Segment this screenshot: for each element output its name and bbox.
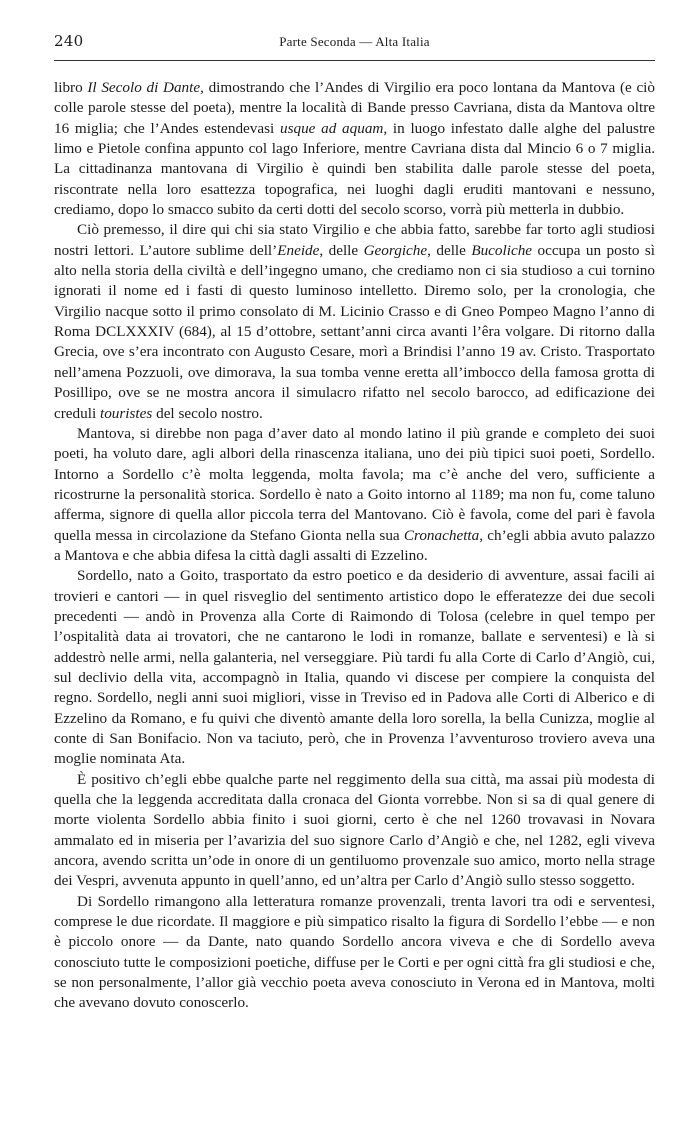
text-run: Ciò premesso, il dire qui chi sia stato Virgilio e che abbia fatto, sarebbe far torto agli studiosi nostri lettori. L’autore sublime dell’ [54,221,655,259]
text-run: del secolo nostro. [152,404,263,422]
text-run: , delle [427,241,472,259]
paragraph [54,220,655,423]
text-run: Sordello, nato a Goito, trasportato da estro poetico e da desiderio di avventure, assai facili ai trovieri e cantori — in quel risveglio del sentimento artistico dopo le efferatezze dei due secoli precedenti — andò in Provenza alla Corte di Raimondo di Tolosa (celebre in quel tempo per l’ospitalità data ai trovatori, che ne cantarono le lodi in romanze, ballate e serventesi) e là si addestrò nelle armi, nella galanteria, nel verseggiare. Più tardi fu alla Corte di Carlo d’Angiò, cui, sul declivio della vita, accompagnò in Italia, quando vi discese per compiere la conquista del regno. Sordello, negli anni suoi migliori, visse in Treviso ed in Padova alle Corti di Alberico e di Ezzelino da Romano, e fu quivi che diventò amante della loro sorella, la bella Cunizza, moglie al conte di San Bonifacio. Non va taciuto, però, che in Provenza l’avventuroso troviero aveva una moglie nominata Ata. [54,567,655,768]
text-run: , delle [319,241,364,259]
text-run: , ch’egli abbia avuto palazzo a Mantova e che abbia difesa la città dagli assalti di Ezzelino. [54,526,655,564]
italic-title: Eneide [277,241,320,259]
paragraph [54,566,655,769]
page-number: 240 [54,32,84,50]
body-text [54,78,655,1014]
italic-title: usque ad aquam [279,119,384,137]
text-run: , in luogo infestato dalle alghe del palustre limo e Pietole confina appunto col lago Inferiore, mentre Cavriana dista dal Mincio 6 o 7 miglia. La cittadinanza mantovana di Virgilio è quindi ben stabilita dalle parole stesse del poeta, riscontrate nella loro esattezza topografica, nei luoghi dagli eruditi mantovani e nessuno, crediamo, dopo lo smacco subito da certi dotti del secolo scorso, vorrà più metterla in dubbio. [54,119,655,219]
italic-title: Bucoliche [471,241,533,259]
text-run: occupa un posto sì alto nella storia della civiltà e dell’ingegno umano, che crediamo non ci sia studioso a cui tornino ignorati il nome ed i fasti di questo luminoso intelletto. Diremo solo, per la cronologia, che Virgilio nacque sotto il primo consolato di M. Licinio Crasso e di Gneo Pompeo Magno l’anno di Roma DCLXXXIV (684), al 15 d’ottobre, settant’anni circa avanti l’êra volgare. Di ritorno dalla Grecia, ove s’era incontrato con Augusto Cesare, morì a Brindisi l’anno 19 av. Cristo. Trasportato nell’amena Pozzuoli, ove dimorava, la sua tomba venne eretta all’imbocco della famosa grotta di Posillipo, ove se ne mostra ancora il simulacro rifatto nel secolo barocco, ad edificazione dei creduli [54,241,656,422]
header-rule [54,60,655,61]
paragraph [54,78,655,220]
text-run: Di Sordello rimangono alla letteratura romanze provenzali, trenta lavori tra odi e serventesi, comprese le due ricordate. Il maggiore e più simpatico risalto la figura di Sordello l’ebbe — e non è piccolo onore — da Dante, nato quando Sordello ancora viveva e che di Sordello aveva conosciuto tutte le composizioni poetiche, diffuse per le Corti e per ogni città fra gli studiosi e che, se non personalmente, l’allor già vecchio poeta aveva conosciuto in Verona ed in Mantova, molti che avevano dovuto conoscerlo. [54,892,655,1012]
running-head: Parte Seconda — Alta Italia [279,34,430,49]
italic-title: Cronachetta [403,526,480,544]
text-run: libro [54,79,88,96]
paragraph [54,892,655,1014]
text-run: Mantova, si direbbe non paga d’aver dato al mondo latino il più grande e completo dei suoi poeti, ha voluto dare, agli albori della rinascenza italiana, uno dei più tipici suoi poeti, Sordello. Intorno a Sordello c’è molta leggenda, molta favola; ma c’è anche del vero, sufficiente a ricostrurne la personalità storica. Sordello è nato a Goito intorno al 1189; ma non fu, come taluno afferma, signore di quella allor piccola terra del Mantovano. Ciò è favola, come del pari è favola quella messa in circolazione da Stefano Gionta nella sua [54,424,655,544]
italic-title: Georgiche [363,241,428,259]
italic-title: Il Secolo di Dante [87,79,201,96]
text-run: È positivo ch’egli ebbe qualche parte nel reggimento della sua città, ma assai più modesta di quella che la leggenda accreditata dalla cronaca del Gionta vorrebbe. Non si sa di qual genere di morte violenta Sordello abbia finito i suoi giorni, certo è che nel 1260 trovavasi in Novara ammalato ed in miseria per l’avarizia del suo signore Carlo d’Angiò e che, nel 1282, egli viveva ancora, avendo scritta un’ode in onore di un gentiluomo provenzale suo amico, morto nella strage dei Vespri, avvenuta appunto in quell’anno, ed un’altra per Carlo d’Angiò sullo stesso soggetto. [54,770,655,890]
paragraph [54,770,655,892]
italic-title: touristes [99,404,153,422]
paragraph [54,424,655,566]
text-run: , dimostrando che l’Andes di Virgilio era poco lontana da Mantova (e ciò colle parole stesse del poeta), mentre la località di Bande presso Cavriana, dista da Mantova oltre 16 miglia; che l’Andes estendevasi [54,79,655,137]
page-header [54,30,655,54]
